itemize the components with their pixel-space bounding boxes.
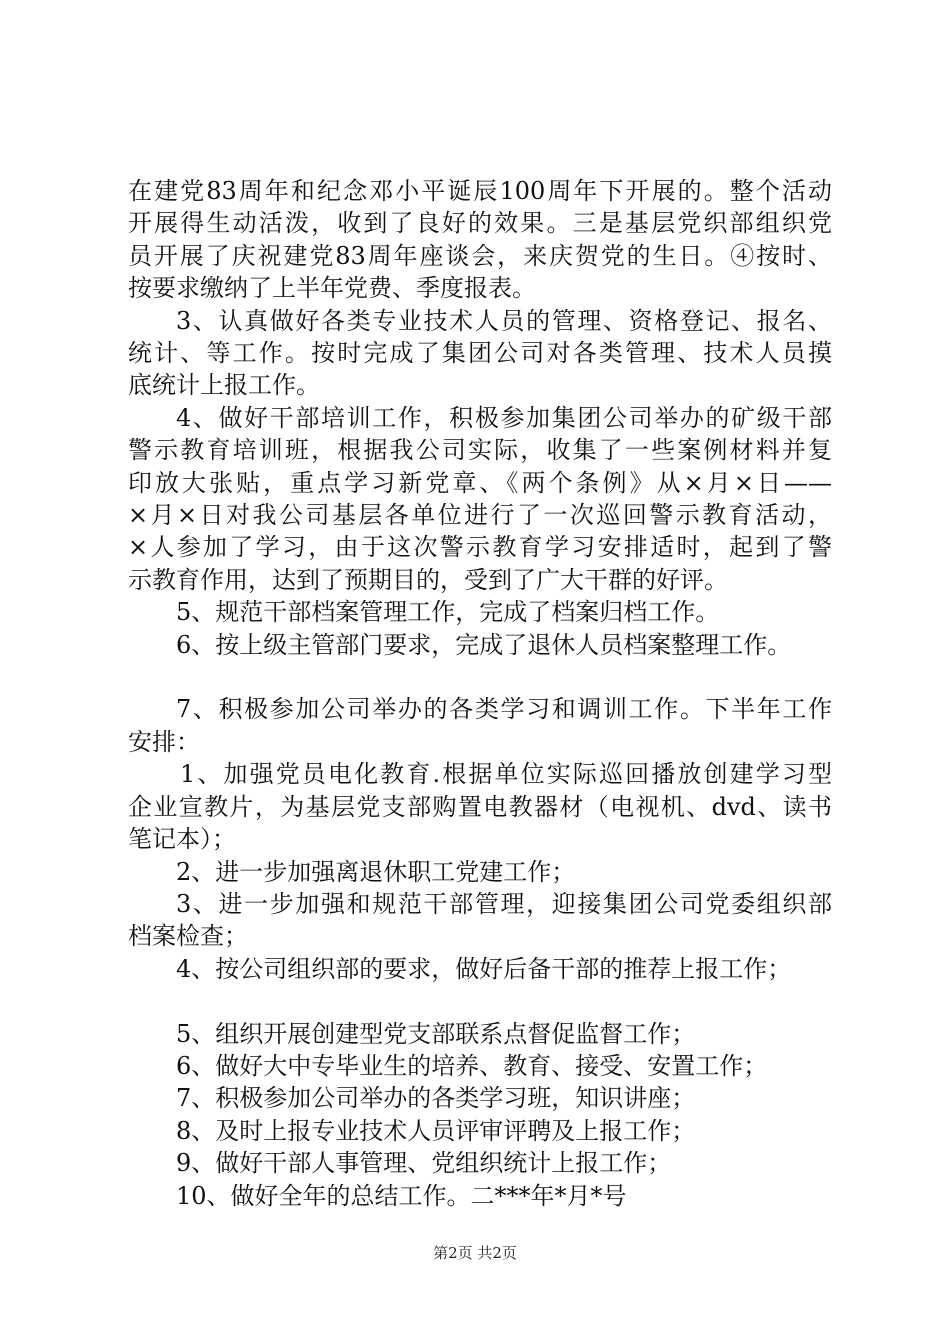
text-line: 印放大张贴，重点学习新党章、《两个条例》从×月×日—— xyxy=(128,468,832,497)
text-line: 6、做好大中专毕业生的培养、教育、接受、安置工作； xyxy=(176,1051,768,1080)
text-line: 开展得生动活泼，收到了良好的效果。三是基层党织部组织党 xyxy=(128,209,832,238)
text-line: ×月×日对我公司基层各单位进行了一次巡回警示教育活动， xyxy=(128,501,832,530)
paragraph-gap xyxy=(128,661,832,693)
text-line: 2、进一步加强离退休职工党建工作； xyxy=(176,857,576,886)
paragraph-gap xyxy=(128,985,832,1017)
text-line: 6、按上级主管部门要求，完成了退休人员档案整理工作。 xyxy=(176,630,792,659)
text-line: 笔记本）； xyxy=(128,825,236,854)
text-line: 统计、等工作。按时完成了集团公司对各类管理、技术人员摸 xyxy=(128,339,832,368)
text-line: 9、做好干部人事管理、党组织统计上报工作； xyxy=(176,1149,672,1178)
text-line: 企业宣教片，为基层党支部购置电教器材（电视机、dvd、读书 xyxy=(128,792,832,821)
page-number-footer: 第2页 共2页 xyxy=(433,1244,517,1262)
text-line: 警示教育培训班，根据我公司实际，收集了一些案例材料并复 xyxy=(128,436,832,465)
text-line: 1、加强党员电化教育.根据单位实际巡回播放创建学习型 xyxy=(180,760,832,789)
text-line: 在建党83周年和纪念邓小平诞辰100周年下开展的。整个活动 xyxy=(128,177,832,205)
text-line: 7、积极参加公司举办的各类学习和调训工作。下半年工作 xyxy=(176,695,832,724)
text-line: 8、及时上报专业技术人员评审评聘及上报工作； xyxy=(176,1116,696,1145)
text-line: 3、认真做好各类专业技术人员的管理、资格登记、报名、 xyxy=(176,306,832,335)
text-line: 5、组织开展创建型党支部联系点督促监督工作； xyxy=(176,1019,696,1048)
text-line: 7、积极参加公司举办的各类学习班，知识讲座； xyxy=(176,1084,696,1113)
text-line: 按要求缴纳了上半年党费、季度报表。 xyxy=(128,274,536,303)
text-line: 示教育作用，达到了预期目的，受到了广大干群的好评。 xyxy=(128,565,728,594)
text-line: 5、规范干部档案管理工作，完成了档案归档工作。 xyxy=(176,598,720,627)
text-line: 底统计上报工作。 xyxy=(128,371,320,400)
text-line: 10、做好全年的总结工作。二***年*月*号 xyxy=(176,1181,627,1210)
text-line: ×人参加了学习，由于这次警示教育学习安排适时，起到了警 xyxy=(128,533,832,562)
text-line: 4、做好干部培训工作，积极参加集团公司举办的矿级干部 xyxy=(176,403,832,432)
text-line: 员开展了庆祝建党83周年座谈会，来庆贺党的生日。④按时、 xyxy=(128,241,832,270)
text-line: 4、按公司组织部的要求，做好后备干部的推荐上报工作； xyxy=(176,954,792,983)
document-body xyxy=(128,175,832,1212)
text-line: 3、进一步加强和规范干部管理，迎接集团公司党委组织部 xyxy=(176,889,832,918)
text-line: 安排： xyxy=(128,727,200,756)
text-line: 档案检查； xyxy=(128,922,248,951)
